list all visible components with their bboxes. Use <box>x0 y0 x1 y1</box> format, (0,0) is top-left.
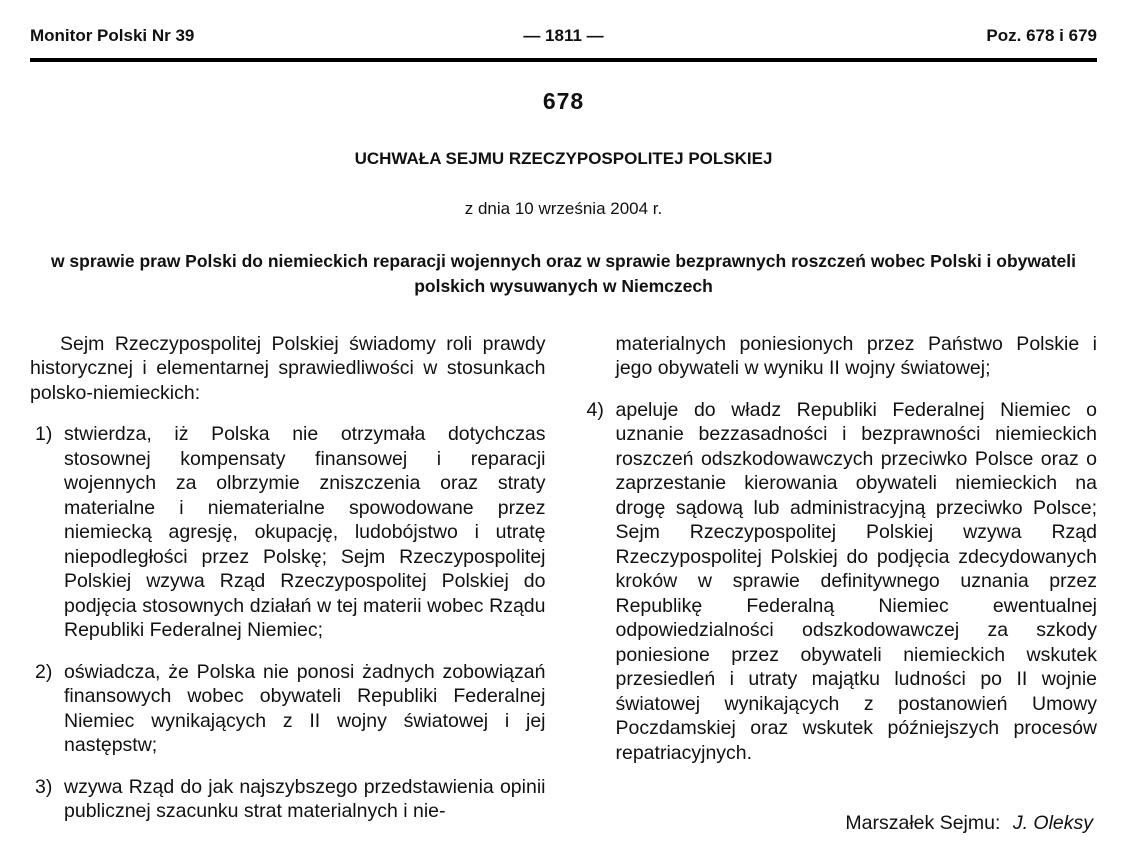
item-1-number: 1) <box>35 423 53 446</box>
act-number: 678 <box>542 88 585 114</box>
header-rule <box>30 58 1097 62</box>
right-column <box>582 332 1098 836</box>
item-3-text: wzywa Rząd do jak najszybszego przedstawienia opinii publicznej szacunku strat materialnych i nie- <box>64 775 546 823</box>
resolution-subject: w sprawie praw Polski do niemieckich reparacji wojennych oraz w sprawie bezprawnych roszczeń wobec Polski i obywateli polskich wysuwanych w Niemczech <box>50 251 1077 297</box>
page-number: — 1811 — <box>523 26 604 45</box>
signature-label: Marszałek Sejmu: <box>845 812 1001 835</box>
item-2-number: 2) <box>35 660 53 683</box>
resolution-date: z dnia 10 września 2004 r. <box>464 199 663 218</box>
resolution-title: UCHWAŁA SEJMU RZECZYPOSPOLITEJ POLSKIEJ <box>354 149 773 168</box>
left-column <box>30 332 546 836</box>
body-columns <box>30 332 1097 836</box>
item-3-continuation: materialnych poniesionych przez Państwo Polskie i jego obywateli w wyniku II wojny światowej; <box>615 332 1097 380</box>
list-item-1 <box>30 422 546 643</box>
item-1-text: stwierdza, iż Polska nie otrzymała dotychczas stosownej kompensaty finansowej i reparacji wojennych za olbrzymie zniszczenia oraz straty materialne i niematerialne spowodowane przez niemiecką agresję, okupację, ludobójstwo i utratę niepodległości przez Polskę; Sejm Rzeczypospolitej Polskiej wzywa Rząd Rzeczypospolitej Polskiej do podjęcia stosownych działań w tej materii wobec Rządu Republiki Federalnej Niemiec; <box>64 423 546 642</box>
running-header <box>30 26 1097 46</box>
position-number: Poz. 678 i 679 <box>986 26 1097 45</box>
signature-name: J. Oleksy <box>1012 812 1093 835</box>
list-item-2 <box>30 660 546 758</box>
list-item-4 <box>582 398 1098 766</box>
signature-line <box>582 811 1094 836</box>
list-item-3 <box>30 775 546 824</box>
item-4-number: 4) <box>586 398 604 421</box>
item-4-text: apeluje do władz Republiki Federalnej Niemiec o uznanie bezzasadności i bezprawności niemieckich roszczeń odszkodowawczych przeciwko Polsce oraz o zaprzestanie kierowania obywateli niemieckich na drogę sądową lub administracyjną przeciwko Polsce; Sejm Rzeczypospolitej Polskiej wzywa Rząd Rzeczypospolitej Polskiej do podjęcia zdecydowanych kroków w sprawie definitywnego uznania przez Republikę Federalną Niemiec ewentualnej odpowiedzialności odszkodowawczej za szkody poniesione przez obywateli niemieckich wskutek przesiedleń i utraty majątku ludności po II wojnie światowej wynikających z postanowień Umowy Poczdamskiej oraz wskutek późniejszych procesów repatriacyjnych. <box>615 398 1097 764</box>
journal-name: Monitor Polski Nr 39 <box>30 26 195 45</box>
item-2-text: oświadcza, że Polska nie ponosi żadnych zobowiązań finansowych wobec obywateli Republiki Federalnej Niemiec wynikających z II wojny światowej i jej następstw; <box>64 660 546 757</box>
item-3-number: 3) <box>35 775 53 798</box>
intro-paragraph: Sejm Rzeczypospolitej Polskiej świadomy roli prawdy historycznej i elementarnej sprawiedliwości w stosunkach polsko-niemieckich: <box>30 332 546 404</box>
